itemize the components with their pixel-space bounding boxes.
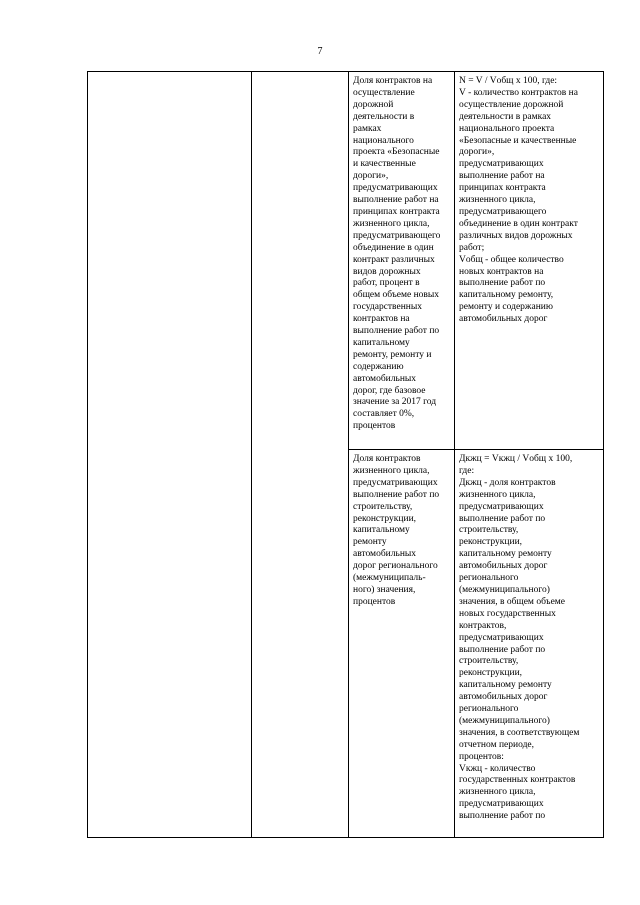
formula-cell: Дкжц = Vкжц / Vобщ x 100, где: Дкжц - доля контрактов жизненного цикла, предусматривающих выполнение работ по строительству, реконструкции, капитальному ремонту автомобильных дорог регионального (межмуниципального) значения, в общем объеме новых государственных контрактов, предусматривающих выполнение работ по строительству, реконструкции, капитальному ремонту автомобильных дорог регионального (межмуниципального) значения, в соответствующем отчетном периоде, процентов: Vкжц - количество государственных контрактов жизненного цикла, предусматривающих выполнение работ по — [455, 450, 604, 838]
page-number: 7 — [317, 46, 323, 57]
formula-cell: N = V / Vобщ x 100, где: V - количество контрактов на осуществление дорожной деятельности в рамках национального проекта «Безопасные и качественные дороги», предусматривающих выполнение работ на принципах контракта жизненного цикла, предусматривающего объединение в один контракт различных видов дорожных работ; Vобщ - общее количество новых контрактов на выполнение работ по капитальному ремонту, ремонту и содержанию автомобильных дорог — [455, 72, 604, 450]
table-cell-empty — [252, 72, 349, 838]
indicator-name-cell: Доля контрактов на осуществление дорожной деятельности в рамках национального проекта «Безопасные и качественные дороги», предусматривающих выполнение работ на принципах контракта жизненного цикла, предусматривающего объединение в один контракт различных видов дорожных работ, процент в общем объеме новых государственных контрактов на выполнение работ по капитальному ремонту, ремонту и содержанию автомобильных дорог, где базовое значение за 2017 год составляет 0%, процентов — [349, 72, 455, 450]
table-cell-empty — [88, 72, 252, 838]
indicator-name-cell: Доля контрактов жизненного цикла, предусматривающих выполнение работ по строительству, реконструкции, капитальному ремонту автомобильных дорог регионального (межмуниципаль- ного) значения, процентов — [349, 450, 455, 838]
table-row — [88, 72, 604, 450]
indicators-table — [87, 71, 604, 838]
